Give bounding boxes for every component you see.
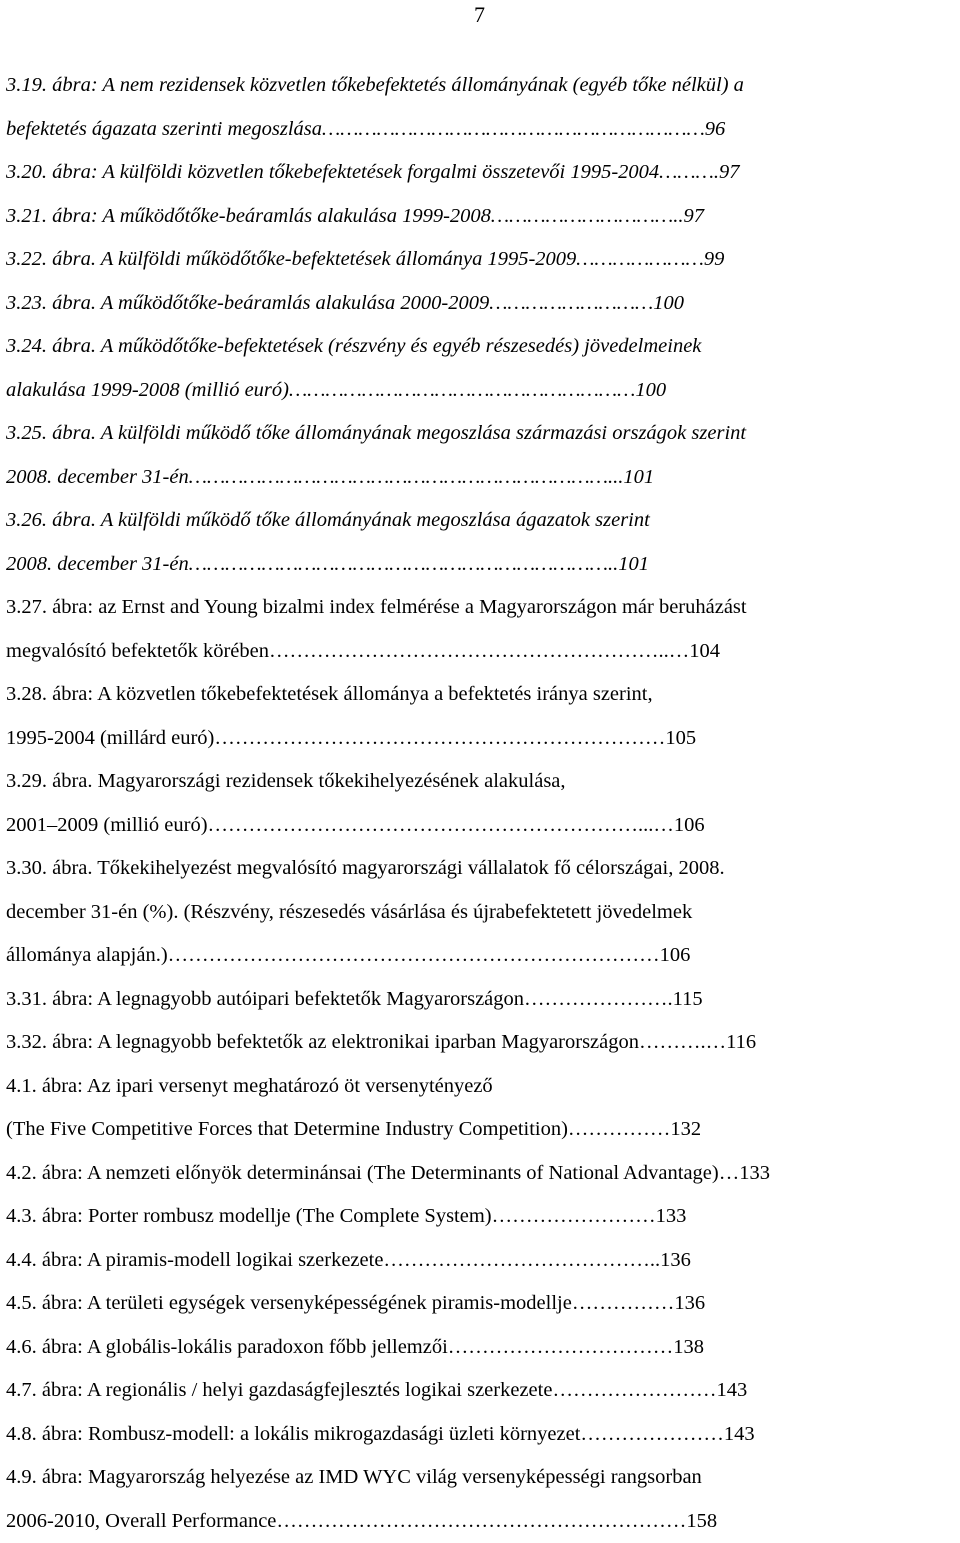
toc-line-text: 3.27. ábra: az Ernst and Young bizalmi index felmérése a Magyarországon már beruházást (6, 596, 747, 618)
toc-line-text: 2008. december 31-én……………………………………………………………..101 (6, 552, 649, 575)
toc-line (6, 64, 954, 108)
toc-line (6, 151, 954, 195)
toc-line-text: 3.20. ábra: A külföldi közvetlen tőkebefektetések forgalmi összetevői 1995-2004……….97 (6, 161, 740, 183)
toc-line (6, 760, 954, 804)
toc-line-text: 4.8. ábra: Rombusz-modell: a lokális mikrogazdasági üzleti környezet…………………143 (6, 1422, 755, 1445)
toc-line (6, 456, 954, 500)
toc-line (6, 847, 954, 891)
toc-line-text: megvalósító befektetők körében…………………………………………………..…104 (6, 639, 720, 662)
toc-line (6, 369, 954, 413)
toc-line (6, 1456, 954, 1500)
toc-line-text: 4.7. ábra: A regionális / helyi gazdaságfejlesztés logikai szerkezete……………………143 (6, 1379, 748, 1401)
toc-line (6, 543, 954, 587)
toc-line (6, 108, 954, 152)
toc-line-text: 3.24. ábra. A működőtőke-befektetések (részvény és egyéb részesedés) jövedelmeinek (6, 335, 702, 357)
toc-line-text: 3.21. ábra: A működőtőke-beáramlás alakulása 1999-2008…………………………..97 (6, 204, 704, 227)
toc-line-text: 3.22. ábra. A külföldi működőtőke-befektetések állománya 1995-2009…………………99 (6, 248, 725, 270)
toc-line-text: 3.30. ábra. Tőkekihelyezést megvalósító magyarországi vállalatok fő célországai, 2008. (6, 857, 725, 879)
list-of-figures (6, 64, 954, 1543)
toc-line-text: 3.23. ábra. A működőtőke-beáramlás alakulása 2000-2009………………………100 (6, 291, 685, 314)
toc-line (6, 891, 954, 935)
toc-line-text: 4.3. ábra: Porter rombusz modellje (The Complete System)……………………133 (6, 1205, 687, 1227)
toc-line-text: 3.28. ábra: A közvetlen tőkebefektetések állománya a befektetés iránya szerint, (6, 683, 653, 705)
toc-line-text: 2001–2009 (millió euró)………………………………………………………...…106 (6, 813, 705, 836)
toc-line (6, 499, 954, 543)
toc-line (6, 804, 954, 848)
toc-line (6, 1500, 954, 1543)
toc-line (6, 1195, 954, 1239)
toc-line-text: 3.29. ábra. Magyarországi rezidensek tőkekihelyezésének alakulása, (6, 770, 566, 792)
toc-line-text: 2008. december 31-én……………………………………………………………...101 (6, 465, 655, 488)
toc-line (6, 1021, 954, 1065)
toc-line-text: 4.2. ábra: A nemzeti előnyök determinánsai (The Determinants of National Advantage)…133 (6, 1161, 770, 1184)
toc-line-text: befektetés ágazata szerinti megoszlása………………………………………………………96 (6, 117, 726, 140)
toc-line (6, 1108, 954, 1152)
page-number: 7 (474, 2, 485, 27)
toc-line (6, 1065, 954, 1109)
toc-line (6, 282, 954, 326)
toc-line (6, 1282, 954, 1326)
toc-line (6, 1369, 954, 1413)
toc-line-text: állománya alapján.)………………………………………………………………106 (6, 944, 691, 966)
toc-line-text: 4.5. ábra: A területi egységek versenyképességének piramis-modellje……………136 (6, 1292, 706, 1314)
toc-line-text: 3.19. ábra: A nem rezidensek közvetlen tőkebefektetés állományának (egyéb tőke nélkül) a (6, 74, 744, 96)
toc-line (6, 1413, 954, 1457)
toc-line (6, 934, 954, 978)
toc-line (6, 238, 954, 282)
toc-line (6, 978, 954, 1022)
toc-line-text: 3.32. ábra: A legnagyobb befektetők az elektronikai iparban Magyarországon……….…116 (6, 1031, 757, 1053)
toc-line-text: 1995-2004 (millárd euró)…………………………………………………………105 (6, 726, 697, 749)
toc-line-text: 3.25. ábra. A külföldi működő tőke állományának megoszlása származási országok szerint (6, 422, 747, 444)
toc-line-text: 4.6. ábra: A globális-lokális paradoxon főbb jellemzői……………………………138 (6, 1335, 705, 1358)
toc-line (6, 1152, 954, 1196)
toc-line (6, 412, 954, 456)
toc-line-text: 2006-2010, Overall Performance……………………………………………………158 (6, 1509, 718, 1532)
toc-line-text: (The Five Competitive Forces that Determine Industry Competition)……………132 (6, 1118, 702, 1140)
toc-line (6, 673, 954, 717)
toc-line-text: 3.31. ábra: A legnagyobb autóipari befektetők Magyarországon………………….115 (6, 987, 703, 1010)
toc-line (6, 325, 954, 369)
toc-line-text: 4.9. ábra: Magyarország helyezése az IMD WYC világ versenyképességi rangsorban (6, 1466, 702, 1488)
toc-line (6, 717, 954, 761)
toc-line (6, 195, 954, 239)
toc-line (6, 1239, 954, 1283)
toc-line (6, 1326, 954, 1370)
toc-line-text: december 31-én (%). (Részvény, részesedés vásárlása és újrabefektetett jövedelmek (6, 900, 693, 923)
toc-line-text: 4.4. ábra: A piramis-modell logikai szerkezete…………………………………..136 (6, 1248, 691, 1271)
toc-line (6, 586, 954, 630)
toc-line (6, 630, 954, 674)
toc-line-text: 4.1. ábra: Az ipari versenyt meghatározó öt versenytényező (6, 1074, 493, 1097)
toc-line-text: 3.26. ábra. A külföldi működő tőke állományának megoszlása ágazatok szerint (6, 509, 650, 531)
toc-line-text: alakulása 1999-2008 (millió euró)…………………………………………………100 (6, 378, 667, 401)
